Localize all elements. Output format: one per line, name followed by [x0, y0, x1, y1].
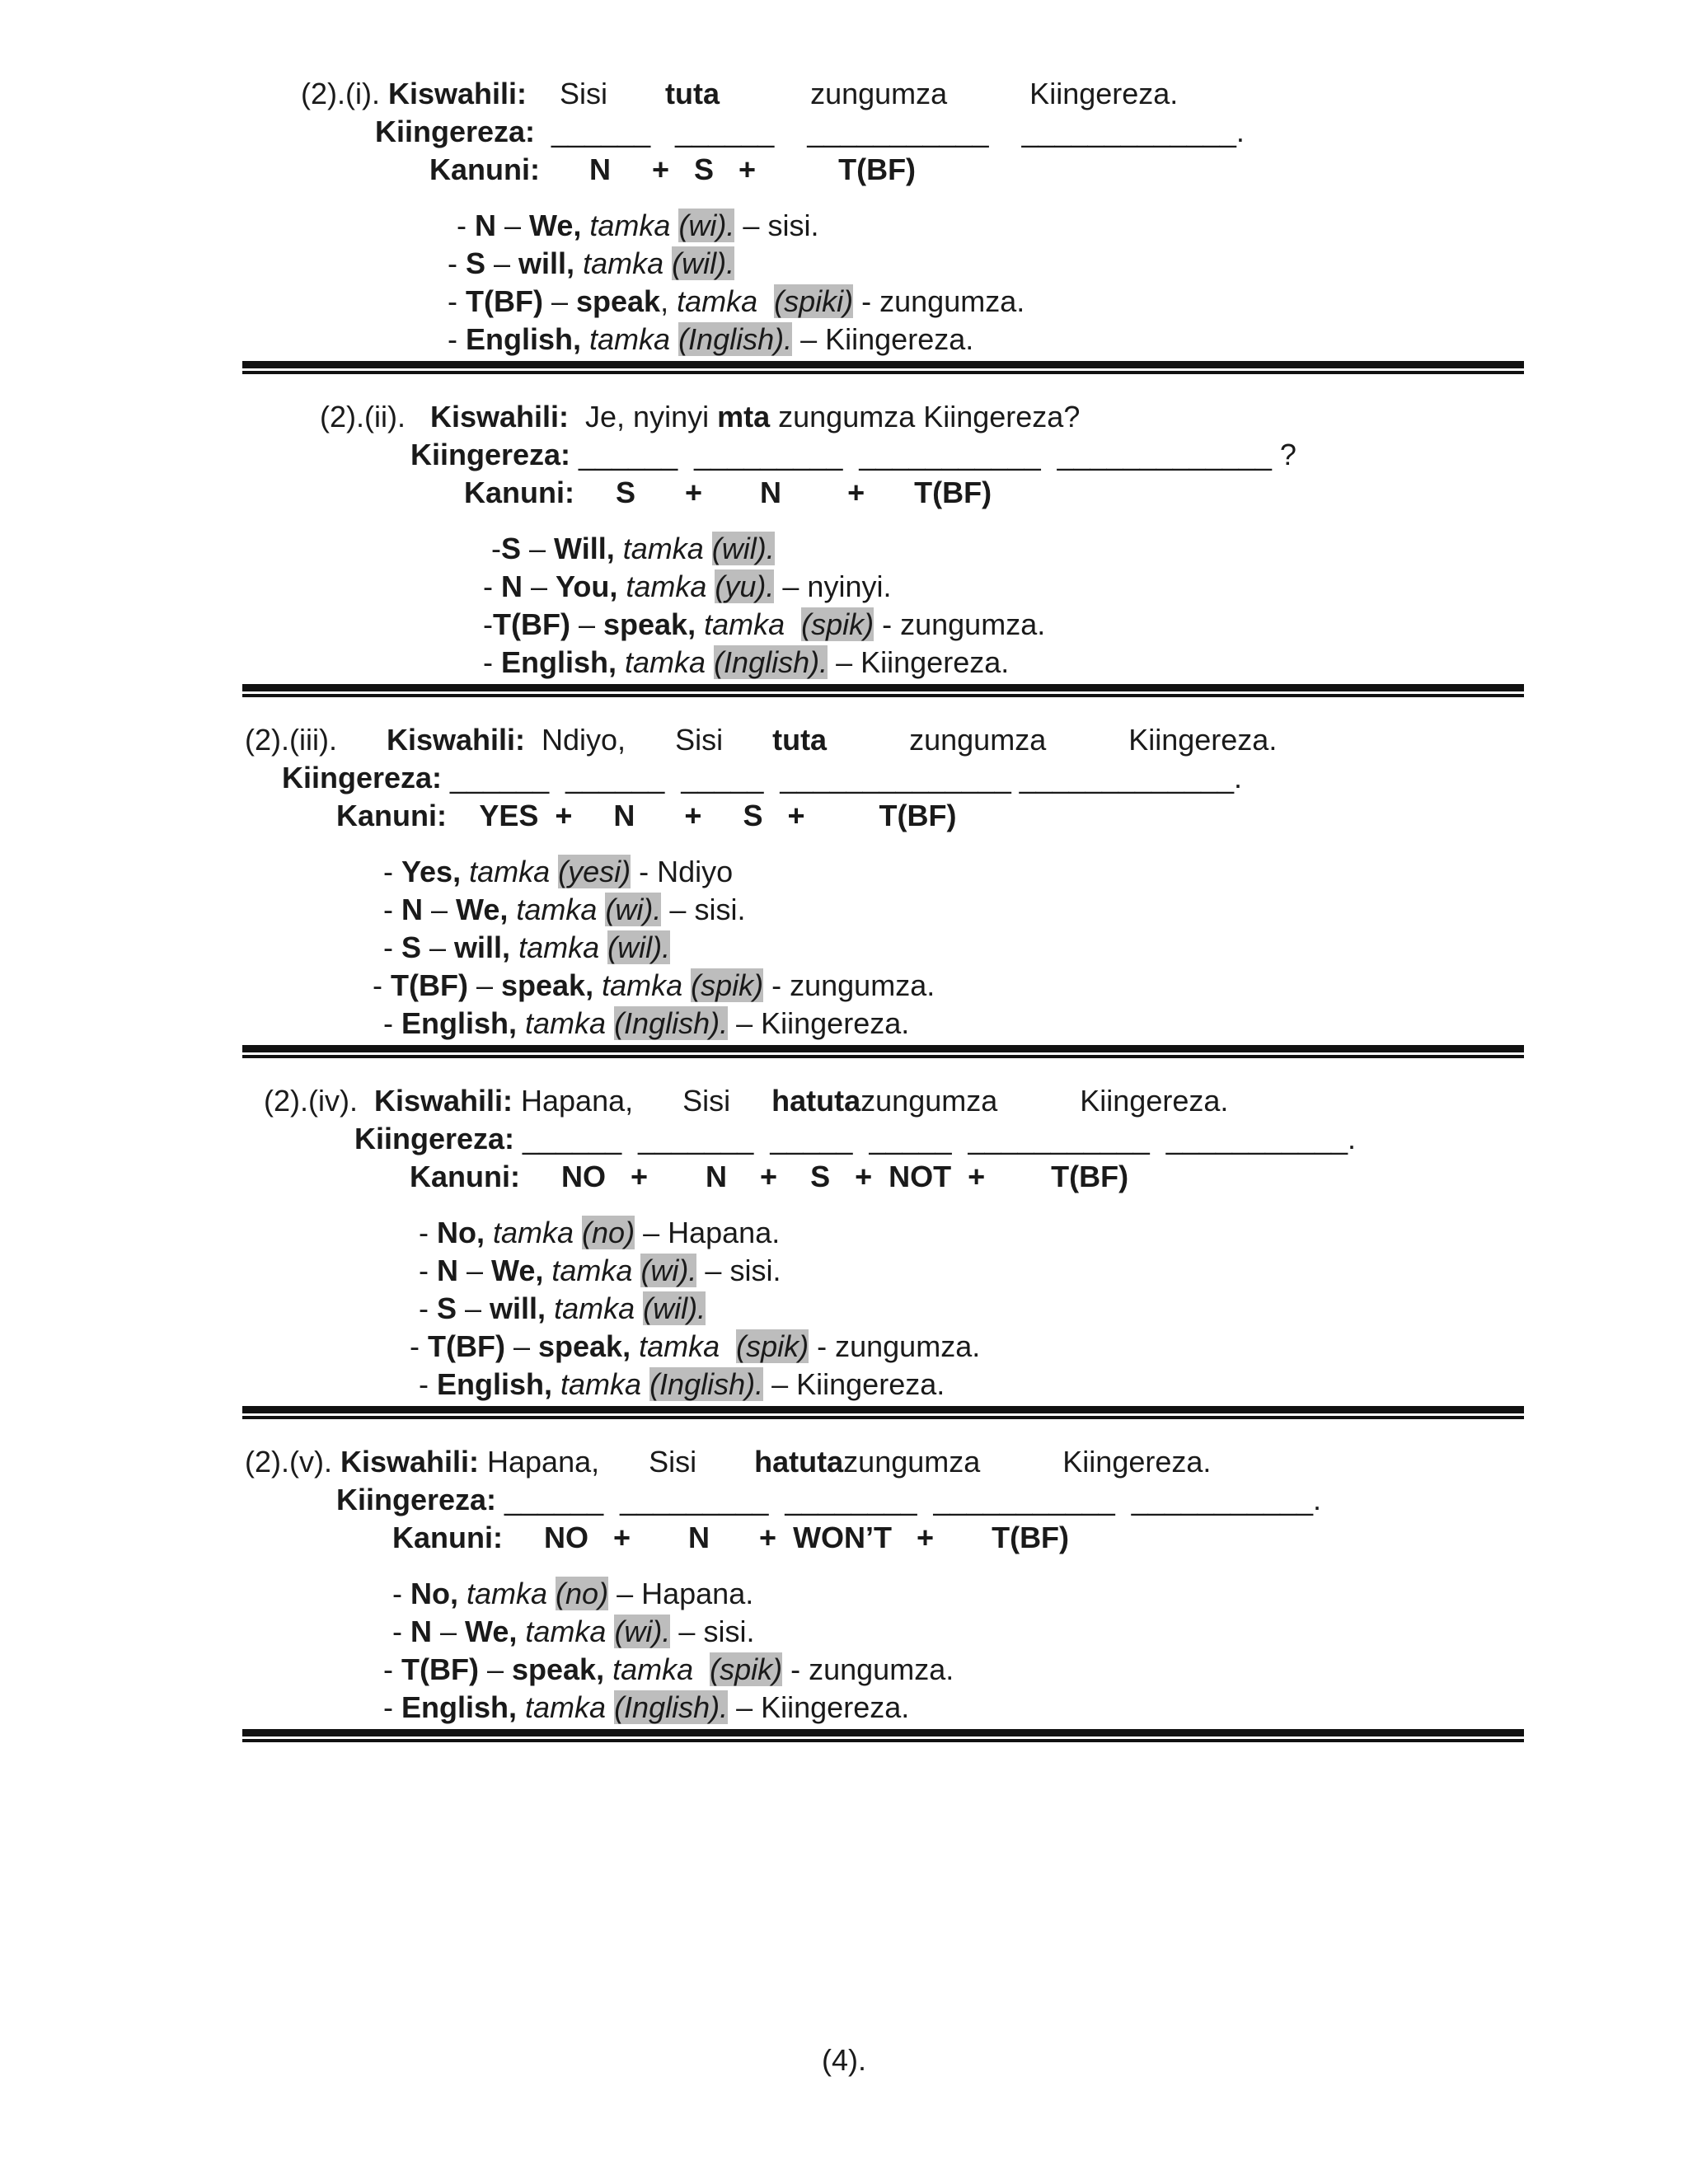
- text-run: (wil).: [643, 1291, 706, 1325]
- s3-note-2: [383, 892, 745, 928]
- text-run: tamka: [552, 1367, 650, 1401]
- text-run: Will,: [554, 532, 615, 565]
- text-run: (Inglish).: [614, 1006, 729, 1040]
- text-run: speak,: [603, 607, 696, 641]
- text-run: (spik): [801, 607, 874, 641]
- s4-note-3: [419, 1291, 706, 1327]
- text-run: tamka: [508, 893, 606, 926]
- text-run: tamka: [617, 569, 715, 603]
- text-run: Kiswahili:: [373, 1084, 513, 1118]
- text-run: We,: [465, 1615, 518, 1648]
- s1-note-1: [457, 208, 818, 244]
- s3-kanuni-line: [336, 798, 956, 834]
- text-run: (spiki): [774, 284, 854, 318]
- text-run: –: [496, 209, 530, 242]
- text-run: (spik): [710, 1652, 783, 1686]
- text-run: We,: [491, 1254, 544, 1287]
- text-run: -: [383, 855, 401, 888]
- text-run: ,: [660, 284, 678, 318]
- s2-note-2: [483, 569, 891, 605]
- section-divider: [242, 684, 1524, 697]
- text-run: (wil).: [711, 532, 775, 565]
- text-run: Kanuni: S + N + T(BF): [464, 476, 992, 509]
- s5-kiswahili-line: [245, 1444, 1211, 1480]
- text-run: (2).(iii).: [245, 723, 387, 757]
- s3-note-1: [383, 854, 733, 890]
- text-run: –: [423, 893, 457, 926]
- text-run: – Kiingereza.: [728, 1006, 910, 1040]
- text-run: speak: [576, 284, 661, 318]
- text-run: N: [410, 1615, 432, 1648]
- s1-kiswahili-line: [301, 76, 1178, 112]
- text-run: T(BF): [401, 1652, 479, 1686]
- text-run: tamka: [593, 968, 692, 1002]
- s5-kiingereza-line: [336, 1482, 1321, 1518]
- text-run: – Kiingereza.: [728, 1690, 910, 1724]
- s5-note-2: [392, 1614, 754, 1650]
- text-run: - zungumza.: [874, 607, 1046, 641]
- text-run: – Hapana.: [608, 1577, 754, 1610]
- text-run: –: [458, 1254, 492, 1287]
- page-number: (4).: [822, 2043, 866, 2077]
- text-run: ______ _______ _____ _____ ___________ ___________.: [514, 1122, 1357, 1155]
- text-run: - Ndiyo: [631, 855, 734, 888]
- text-run: -: [483, 532, 501, 565]
- text-run: Je, nyinyi: [569, 400, 718, 434]
- text-run: -: [383, 930, 401, 964]
- s4-kanuni-line: [410, 1159, 1128, 1195]
- s1-kanuni-line: [429, 152, 916, 188]
- text-run: tamka: [510, 930, 608, 964]
- text-run: zungumza Kiingereza?: [770, 400, 1081, 434]
- text-run: zungumza Kiingereza.: [860, 1084, 1229, 1118]
- s4-note-5: [419, 1366, 945, 1403]
- text-run: tuta: [772, 723, 828, 757]
- text-run: tamka: [677, 284, 775, 318]
- text-run: tamka: [543, 1254, 641, 1287]
- text-run: – Hapana.: [635, 1216, 781, 1249]
- text-run: -: [392, 1615, 410, 1648]
- text-run: – sisi.: [661, 893, 746, 926]
- s1-note-3: [448, 284, 1025, 320]
- text-run: (2).(v).: [245, 1445, 340, 1479]
- text-run: -: [373, 968, 391, 1002]
- text-run: (Inglish).: [649, 1367, 764, 1401]
- text-run: Sisi: [527, 77, 666, 110]
- text-run: N: [437, 1254, 458, 1287]
- text-run: –: [521, 532, 555, 565]
- text-run: – sisi.: [670, 1615, 755, 1648]
- text-run: No,: [437, 1216, 485, 1249]
- text-run: – sisi.: [734, 209, 819, 242]
- text-run: (yesi): [558, 855, 631, 888]
- text-run: Hapana, Sisi: [513, 1084, 772, 1118]
- text-run: -: [483, 645, 501, 679]
- text-run: – nyinyi.: [774, 569, 892, 603]
- s5-note-1: [392, 1576, 753, 1612]
- text-run: -: [383, 893, 401, 926]
- text-run: (spik): [736, 1329, 809, 1363]
- s2-kiingereza-line: [410, 437, 1296, 473]
- text-run: -: [457, 209, 475, 242]
- text-run: tamka: [517, 1615, 615, 1648]
- text-run: Yes,: [401, 855, 462, 888]
- text-run: Kanuni: NO + N + S + NOT + T(BF): [410, 1160, 1129, 1193]
- text-run: - zungumza.: [853, 284, 1025, 318]
- text-run: You,: [556, 569, 618, 603]
- text-run: – sisi.: [696, 1254, 781, 1287]
- text-run: S: [466, 246, 486, 280]
- text-run: Kanuni: N + S + T(BF): [429, 152, 917, 186]
- text-run: tamka: [581, 322, 679, 356]
- text-run: (wi).: [678, 209, 735, 242]
- text-run: - zungumza.: [763, 968, 935, 1002]
- text-run: ______ _________ ________ ___________ ___________.: [496, 1483, 1322, 1516]
- text-run: N: [475, 209, 496, 242]
- s5-kanuni-line: [392, 1520, 1069, 1556]
- text-run: tamka: [574, 246, 673, 280]
- text-run: zungumza Kiingereza.: [827, 723, 1278, 757]
- s2-kiswahili-line: [320, 399, 1080, 435]
- text-run: T(BF): [391, 968, 468, 1002]
- text-run: ______ ______ _____ ______________ _____________.: [442, 761, 1243, 794]
- text-run: (Inglish).: [614, 1690, 729, 1724]
- text-run: ______ _________ ___________ _____________ ?: [570, 438, 1296, 471]
- text-run: tamka: [546, 1291, 644, 1325]
- text-run: (spik): [691, 968, 764, 1002]
- text-run: (wil).: [607, 930, 671, 964]
- text-run: –: [504, 1329, 538, 1363]
- s3-kiswahili-line: [245, 722, 1277, 758]
- text-run: Kiingereza:: [410, 438, 571, 471]
- text-run: –: [523, 569, 556, 603]
- text-run: speak,: [538, 1329, 631, 1363]
- text-run: (wi).: [614, 1615, 671, 1648]
- s3-note-5: [383, 1005, 909, 1042]
- s4-note-1: [419, 1215, 780, 1251]
- s2-note-1: [483, 531, 775, 567]
- text-run: (wil).: [672, 246, 735, 280]
- text-run: –: [485, 246, 519, 280]
- s5-note-3: [383, 1652, 954, 1688]
- text-run: -: [448, 246, 466, 280]
- text-run: -: [483, 569, 501, 603]
- text-run: tamka: [581, 209, 679, 242]
- text-run: tamka: [604, 1652, 710, 1686]
- text-run: Ndiyo, Sisi: [525, 723, 773, 757]
- text-run: -: [410, 1329, 428, 1363]
- text-run: (no): [556, 1577, 609, 1610]
- text-run: N: [401, 893, 423, 926]
- text-run: -: [448, 322, 466, 356]
- text-run: (yu).: [715, 569, 775, 603]
- text-run: tamka: [461, 855, 559, 888]
- text-run: –: [542, 284, 576, 318]
- text-run: tamka: [458, 1577, 556, 1610]
- text-run: (2).(iv).: [264, 1084, 374, 1118]
- text-run: Kiswahili:: [340, 1445, 480, 1479]
- text-run: Kiingereza:: [282, 761, 443, 794]
- s3-note-4: [373, 968, 935, 1004]
- text-run: Kanuni: YES + N + S + T(BF): [336, 799, 957, 832]
- s1-note-4: [448, 321, 973, 358]
- text-run: Kanuni: NO + N + WON’T + T(BF): [392, 1521, 1070, 1554]
- text-run: English,: [401, 1690, 518, 1724]
- text-run: Kiingereza:: [375, 115, 536, 148]
- text-run: -: [419, 1367, 437, 1401]
- text-run: –: [432, 1615, 466, 1648]
- text-run: tamka: [517, 1006, 615, 1040]
- text-run: S: [401, 930, 422, 964]
- s1-note-2: [448, 246, 734, 282]
- s3-note-3: [383, 930, 670, 966]
- text-run: will,: [490, 1291, 546, 1325]
- text-run: -: [419, 1254, 437, 1287]
- section-divider: [242, 1045, 1524, 1058]
- section-divider: [242, 1406, 1524, 1419]
- text-run: tamka: [631, 1329, 737, 1363]
- text-run: zungumza Kiingereza.: [720, 77, 1179, 110]
- text-run: speak,: [512, 1652, 605, 1686]
- text-run: -: [392, 1577, 410, 1610]
- text-run: N: [501, 569, 523, 603]
- text-run: will,: [454, 930, 511, 964]
- text-run: (wi).: [640, 1254, 697, 1287]
- text-run: –: [421, 930, 455, 964]
- s1-kiingereza-line: [375, 114, 1245, 150]
- text-run: – Kiingereza.: [763, 1367, 945, 1401]
- text-run: -: [448, 284, 466, 318]
- text-run: Kiingereza:: [336, 1483, 497, 1516]
- text-run: Hapana, Sisi: [479, 1445, 755, 1479]
- text-run: - zungumza.: [782, 1652, 954, 1686]
- text-run: tamka: [617, 645, 715, 679]
- text-run: (2).(i).: [301, 77, 388, 110]
- text-run: No,: [410, 1577, 458, 1610]
- text-run: T(BF): [493, 607, 570, 641]
- text-run: –: [570, 607, 603, 641]
- text-run: zungumza Kiingereza.: [843, 1445, 1212, 1479]
- text-run: mta: [717, 400, 771, 434]
- text-run: (wi).: [605, 893, 662, 926]
- text-run: -: [483, 607, 493, 641]
- text-run: -: [419, 1291, 437, 1325]
- text-run: hatuta: [754, 1445, 844, 1479]
- text-run: Kiswahili:: [429, 400, 570, 434]
- text-run: English,: [501, 645, 617, 679]
- text-run: speak,: [501, 968, 594, 1002]
- s4-kiswahili-line: [264, 1083, 1228, 1119]
- text-run: S: [437, 1291, 457, 1325]
- s2-note-3: [483, 607, 1045, 643]
- text-run: Kiswahili:: [386, 723, 526, 757]
- text-run: -: [419, 1216, 437, 1249]
- s2-note-4: [483, 644, 1009, 681]
- text-run: -: [383, 1652, 401, 1686]
- text-run: (2).(ii).: [320, 400, 430, 434]
- text-run: English,: [401, 1006, 518, 1040]
- text-run: -: [383, 1690, 401, 1724]
- s4-kiingereza-line: [354, 1121, 1356, 1157]
- s5-note-4: [383, 1690, 909, 1726]
- s2-kanuni-line: [464, 475, 992, 511]
- text-run: –: [457, 1291, 490, 1325]
- text-run: ______ ______ ___________ _____________.: [535, 115, 1245, 148]
- text-run: - zungumza.: [809, 1329, 981, 1363]
- text-run: English,: [437, 1367, 553, 1401]
- text-run: (Inglish).: [678, 322, 793, 356]
- text-run: T(BF): [428, 1329, 505, 1363]
- text-run: Kiingereza:: [354, 1122, 515, 1155]
- text-run: – Kiingereza.: [828, 645, 1010, 679]
- text-run: will,: [518, 246, 575, 280]
- text-run: –: [478, 1652, 512, 1686]
- text-run: tamka: [517, 1690, 615, 1724]
- text-run: S: [501, 532, 522, 565]
- text-run: -: [383, 1006, 401, 1040]
- text-run: Kiswahili:: [387, 77, 528, 110]
- text-run: T(BF): [466, 284, 543, 318]
- text-run: tuta: [665, 77, 720, 110]
- s3-kiingereza-line: [282, 760, 1242, 796]
- text-run: (no): [582, 1216, 635, 1249]
- text-run: tamka: [485, 1216, 583, 1249]
- text-run: –: [467, 968, 501, 1002]
- text-run: We,: [529, 209, 582, 242]
- text-run: English,: [466, 322, 582, 356]
- s4-note-4: [410, 1329, 980, 1365]
- text-run: We,: [456, 893, 509, 926]
- text-run: tamka: [614, 532, 712, 565]
- section-divider: [242, 1729, 1524, 1742]
- s4-note-2: [419, 1253, 781, 1289]
- text-run: tamka: [696, 607, 802, 641]
- text-run: hatuta: [771, 1084, 861, 1118]
- text-run: (Inglish).: [714, 645, 828, 679]
- text-run: – Kiingereza.: [792, 322, 974, 356]
- section-divider: [242, 361, 1524, 374]
